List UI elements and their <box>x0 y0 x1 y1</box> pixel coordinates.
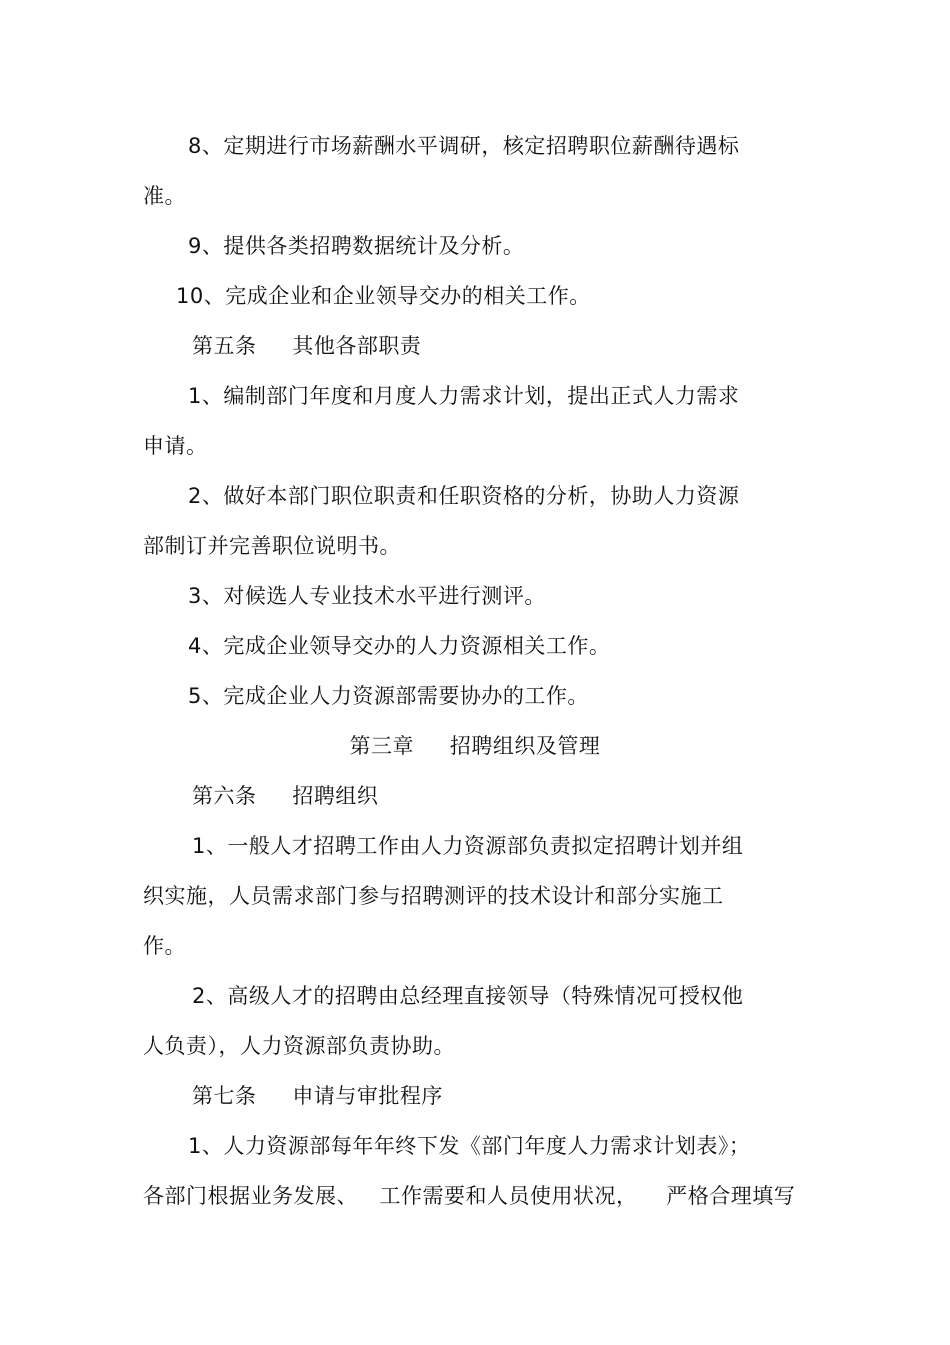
paragraph-6-1-middle: 织实施，人员需求部门参与招聘测评的技术设计和部分实施工 <box>143 884 724 908</box>
paragraph-line-9: 9、提供各类招聘数据统计及分析。 <box>188 234 525 258</box>
paragraph-7-1-continued: 各部门根据业务发展、 工作需要和人员使用状况， 严格合理填写 <box>143 1184 796 1208</box>
paragraph-5-4: 4、完成企业领导交办的人力资源相关工作。 <box>188 634 611 658</box>
paragraph-6-2-end: 人负责），人力资源部负责协助。 <box>143 1034 455 1058</box>
paragraph-5-2-end: 部制订并完善职位说明书。 <box>143 534 401 558</box>
article-heading-6: 第六条 招聘组织 <box>192 784 379 808</box>
chapter-heading-3: 第三章 招聘组织及管理 <box>349 734 601 758</box>
paragraph-5-3: 3、对候选人专业技术水平进行测评。 <box>188 584 546 608</box>
article-heading-5: 第五条 其他各部职责 <box>192 334 422 358</box>
paragraph-6-1-start: 1、一般人才招聘工作由人力资源部负责拟定招聘计划并组 <box>192 834 744 858</box>
paragraph-line-10: 10、完成企业和企业领导交办的相关工作。 <box>176 284 591 308</box>
paragraph-5-1-end: 申请。 <box>143 434 208 458</box>
paragraph-line-8-start: 8、定期进行市场薪酬水平调研，核定招聘职位薪酬待遇标 <box>188 134 740 158</box>
paragraph-6-1-end: 作。 <box>143 934 186 958</box>
paragraph-5-5: 5、完成企业人力资源部需要协办的工作。 <box>188 684 589 708</box>
article-heading-7: 第七条 申请与审批程序 <box>192 1084 443 1108</box>
paragraph-6-2-start: 2、高级人才的招聘由总经理直接领导（特殊情况可授权他 <box>192 984 744 1008</box>
paragraph-line-8-end: 准。 <box>143 184 186 208</box>
paragraph-5-2-start: 2、做好本部门职位职责和任职资格的分析，协助人力资源 <box>188 484 740 508</box>
paragraph-5-1-start: 1、编制部门年度和月度人力需求计划，提出正式人力需求 <box>188 384 740 408</box>
paragraph-7-1-start: 1、人力资源部每年年终下发《部门年度人力需求计划表》； <box>188 1134 751 1158</box>
